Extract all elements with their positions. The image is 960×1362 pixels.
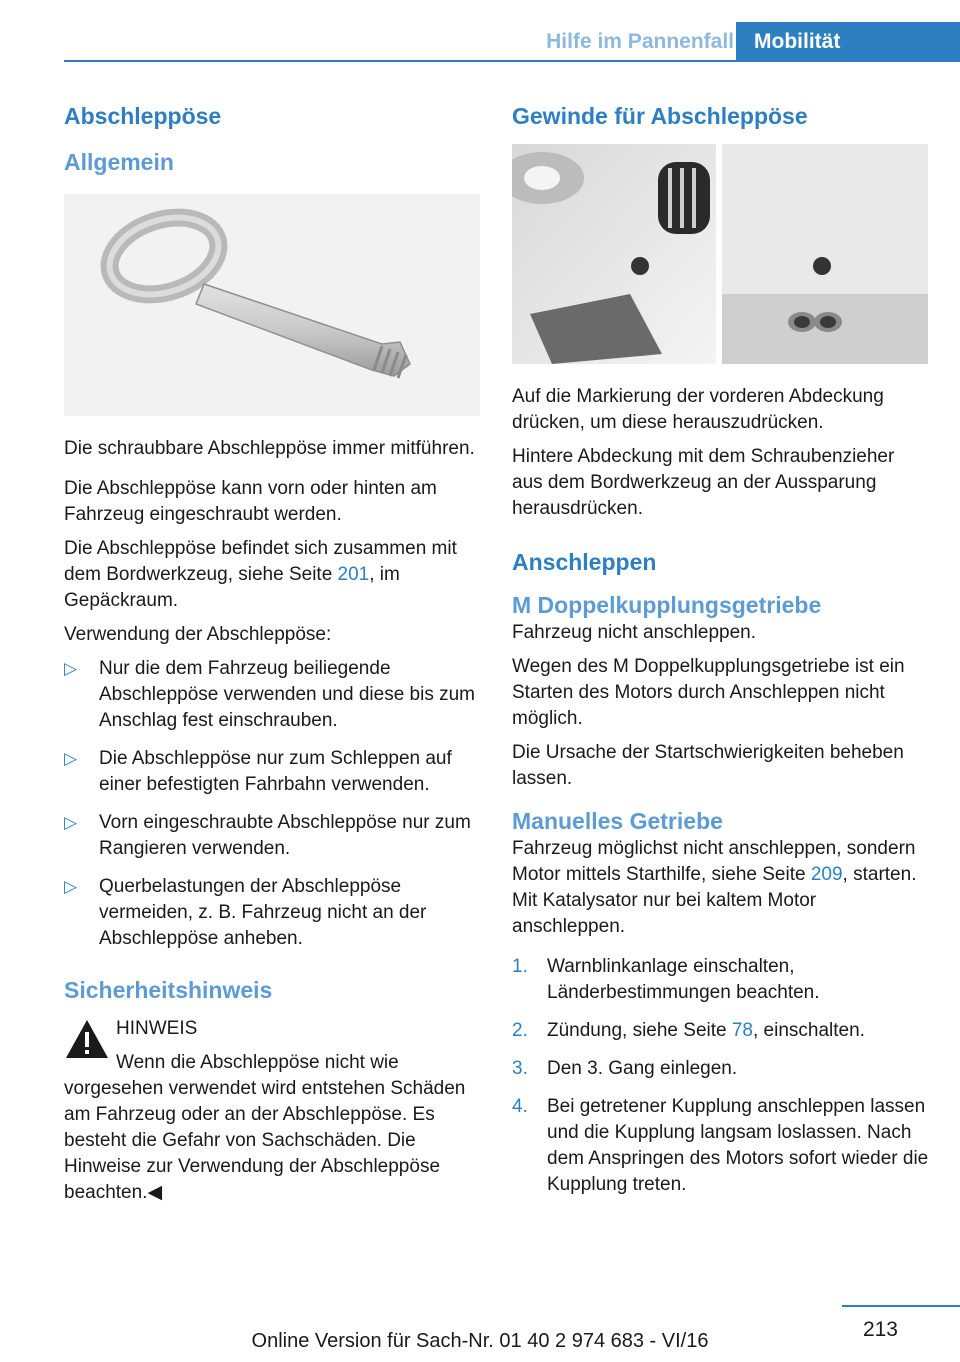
- paragraph-rear-cover: Hintere Abdeckung mit dem Schraubenzieher aus dem Bordwerkzeug an der Aussparung herausdrücken.: [512, 446, 895, 519]
- paragraph-location: Die Abschleppöse befindet sich zusammen mit dem Bordwerkzeug, siehe Seite 201, im Gepäckraum.: [64, 538, 457, 611]
- list-item: ▷ Querbelastungen der Abschleppöse vermeiden, z. B. Fahrzeug nicht an der Abschleppöse anheben.: [64, 876, 427, 949]
- subheading-m-doppelkupplung: M Doppelkupplungsgetriebe: [512, 592, 822, 618]
- usage-list: [64, 656, 482, 952]
- subheading-allgemein: Allgemein: [64, 149, 174, 175]
- page-number: 213: [862, 1318, 898, 1341]
- subheading-manuelles-getriebe: Manuelles Getriebe: [512, 808, 723, 834]
- triangle-bullet-icon: ▷: [64, 813, 78, 832]
- paragraph-m-reason: Wegen des M Doppelkupplungsgetriebe ist ein Starten des Motors durch Anschleppen nicht möglich.: [512, 656, 905, 729]
- list-item: 4. Bei getretener Kupplung anschleppen lassen und die Kupplung langsam loslassen. Nach dem Anspringen des Motors sofort wieder die Kupplung treten.: [512, 1096, 929, 1195]
- tow-hook-drawing: [64, 194, 480, 416]
- subheading-sicherheitshinweis: Sicherheitshinweis: [64, 977, 273, 1003]
- step-number: 3.: [512, 1058, 528, 1079]
- list-item: ▷ Vorn eingeschraubte Abschleppöse nur zum Rangieren verwenden.: [64, 812, 471, 859]
- warning-box: [64, 1016, 482, 1206]
- warning-triangle-icon: [64, 1018, 110, 1060]
- paragraph-usage-intro: Verwendung der Abschleppöse:: [64, 624, 332, 645]
- page-header: [64, 0, 960, 62]
- section-title: Hilfe im Pannenfall: [546, 30, 734, 53]
- page-link-209[interactable]: 209: [810, 864, 843, 885]
- step-number: 4.: [512, 1096, 528, 1117]
- warning-text: Wenn die Abschleppöse nicht wie vorgesehen verwendet wird entstehen Schäden am Fahrzeug oder an der Abschleppöse. Es besteht die Gefahr von Sachschäden. Die Hinweise zur Verwendung der Abschleppöse beachten.◀: [64, 1052, 466, 1203]
- page-link-201[interactable]: 201: [337, 564, 370, 585]
- list-item: 3. Den 3. Gang einlegen.: [512, 1056, 930, 1082]
- paragraph-front-cover: Auf die Markierung der vorderen Abdeckung drücken, um diese herauszudrücken.: [512, 386, 884, 433]
- paragraph-manual-intro: Fahrzeug möglichst nicht anschleppen, sondern Motor mittels Starthilfe, siehe Seite 209, starten. Mit Katalysator nur bei kaltem Motor anschleppen.: [512, 838, 917, 937]
- header-rule: [64, 60, 960, 62]
- tow-start-steps: [512, 954, 930, 1198]
- paragraph-no-tow-start: Fahrzeug nicht anschleppen.: [512, 622, 756, 643]
- bumper-photo: [512, 144, 928, 364]
- footer-rule: [842, 1305, 960, 1307]
- step-number: 1.: [512, 956, 528, 977]
- list-item: ▷ Die Abschleppöse nur zum Schleppen auf einer befestigten Fahrbahn verwenden.: [64, 748, 452, 795]
- triangle-bullet-icon: ▷: [64, 659, 78, 678]
- bumper-photos-drawing: [512, 144, 928, 364]
- list-item: ▷ Nur die dem Fahrzeug beiliegende Abschleppöse verwenden und diese bis zum Anschlag fest einschrauben.: [64, 658, 476, 731]
- footer-version: Online Version für Sach-Nr. 01 40 2 974 683 - VI/16: [251, 1330, 709, 1352]
- triangle-bullet-icon: ▷: [64, 749, 78, 768]
- section-heading-abschleppoese: Abschleppöse: [64, 103, 222, 129]
- step-number: 2.: [512, 1020, 528, 1041]
- chapter-tab: Mobilität: [736, 22, 960, 62]
- warning-label: HINWEIS: [116, 1018, 198, 1039]
- section-heading-anschleppen: Anschleppen: [512, 549, 657, 575]
- triangle-bullet-icon: ▷: [64, 877, 78, 896]
- paragraph-m-fix: Die Ursache der Startschwierigkeiten beheben lassen.: [512, 742, 904, 789]
- paragraph-always-carry: Die schraubbare Abschleppöse immer mitführen.: [64, 438, 475, 459]
- list-item: 1. Warnblinkanlage einschalten, Länderbestimmungen beachten.: [512, 956, 820, 1003]
- page-link-78[interactable]: 78: [731, 1020, 753, 1041]
- paragraph-front-rear: Die Abschleppöse kann vorn oder hinten am Fahrzeug eingeschraubt werden.: [64, 478, 437, 525]
- left-column: [64, 96, 482, 1206]
- section-heading-gewinde: Gewinde für Abschleppöse: [512, 103, 808, 129]
- tow-hook-illustration: [64, 194, 480, 416]
- list-item: 2. Zündung, siehe Seite 78, einschalten.: [512, 1018, 930, 1044]
- right-column: [512, 96, 930, 1210]
